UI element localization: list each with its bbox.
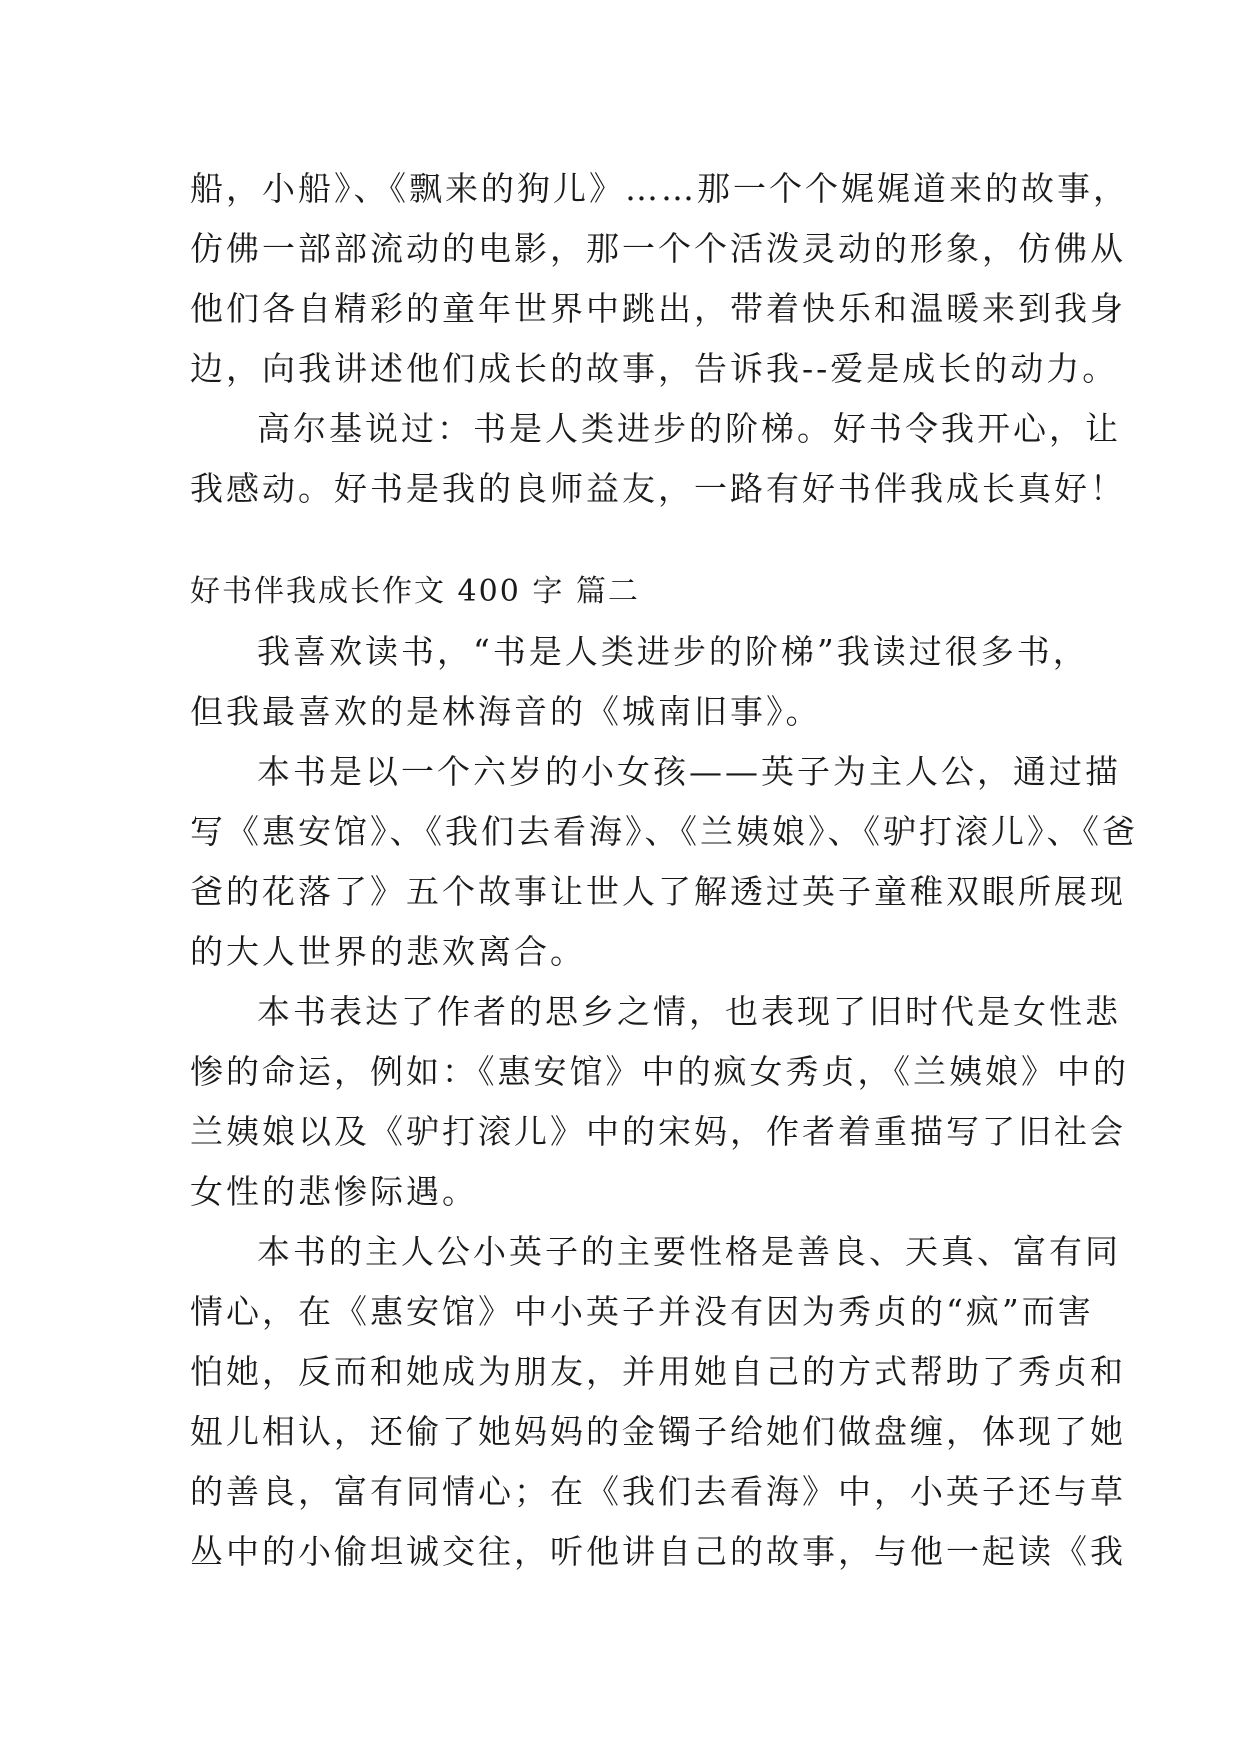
text-line: 但我最喜欢的是林海音的《城南旧事》。 bbox=[190, 692, 822, 731]
text-line: 爸的花落了》五个故事让世人了解透过英子童稚双眼所展现 bbox=[190, 872, 1126, 911]
text-line: 妞儿相认，还偷了她妈妈的金镯子给她们做盘缠，体现了她 bbox=[190, 1412, 1126, 1451]
text-line: 高尔基说过：书是人类进步的阶梯。好书令我开心，让 bbox=[257, 409, 1121, 448]
text-line: 我喜欢读书，“书是人类进步的阶梯”我读过很多书， bbox=[257, 632, 1089, 671]
text-line: 本书的主人公小英子的主要性格是善良、天真、富有同 bbox=[257, 1232, 1121, 1271]
text-line: 他们各自精彩的童年世界中跳出，带着快乐和温暖来到我身 bbox=[190, 289, 1126, 328]
text-line: 情心，在《惠安馆》中小英子并没有因为秀贞的“疯”而害 bbox=[190, 1292, 1094, 1331]
text-line: 女性的悲惨际遇。 bbox=[190, 1172, 478, 1211]
text-line: 我感动。好书是我的良师益友，一路有好书伴我成长真好！ bbox=[190, 469, 1126, 508]
text-line: 兰姨娘以及《驴打滚儿》中的宋妈，作者着重描写了旧社会 bbox=[190, 1112, 1126, 1151]
text-line: 惨的命运，例如：《惠安馆》中的疯女秀贞，《兰姨娘》中的 bbox=[190, 1052, 1129, 1091]
section-heading: 好书伴我成长作文 400 字 篇二 bbox=[190, 574, 640, 609]
text-line: 写《惠安馆》、《我们去看海》、《兰姨娘》、《驴打滚儿》、《爸 bbox=[190, 812, 1138, 851]
text-line: 仿佛一部部流动的电影，那一个个活泼灵动的形象，仿佛从 bbox=[190, 229, 1126, 268]
text-line: 本书是以一个六岁的小女孩——英子为主人公，通过描 bbox=[257, 752, 1121, 791]
text-line: 边，向我讲述他们成长的故事，告诉我--爱是成长的动力。 bbox=[190, 349, 1119, 388]
text-line: 怕她，反而和她成为朋友，并用她自己的方式帮助了秀贞和 bbox=[190, 1352, 1126, 1391]
text-line: 本书表达了作者的思乡之情，也表现了旧时代是女性悲 bbox=[257, 992, 1121, 1031]
text-line: 丛中的小偷坦诚交往，听他讲自己的故事，与他一起读《我 bbox=[190, 1532, 1126, 1571]
text-line: 的大人世界的悲欢离合。 bbox=[190, 932, 586, 971]
text-line: 船，小船》、《飘来的狗儿》……那一个个娓娓道来的故事， bbox=[190, 169, 1129, 208]
text-line: 的善良，富有同情心；在《我们去看海》中，小英子还与草 bbox=[190, 1472, 1126, 1511]
